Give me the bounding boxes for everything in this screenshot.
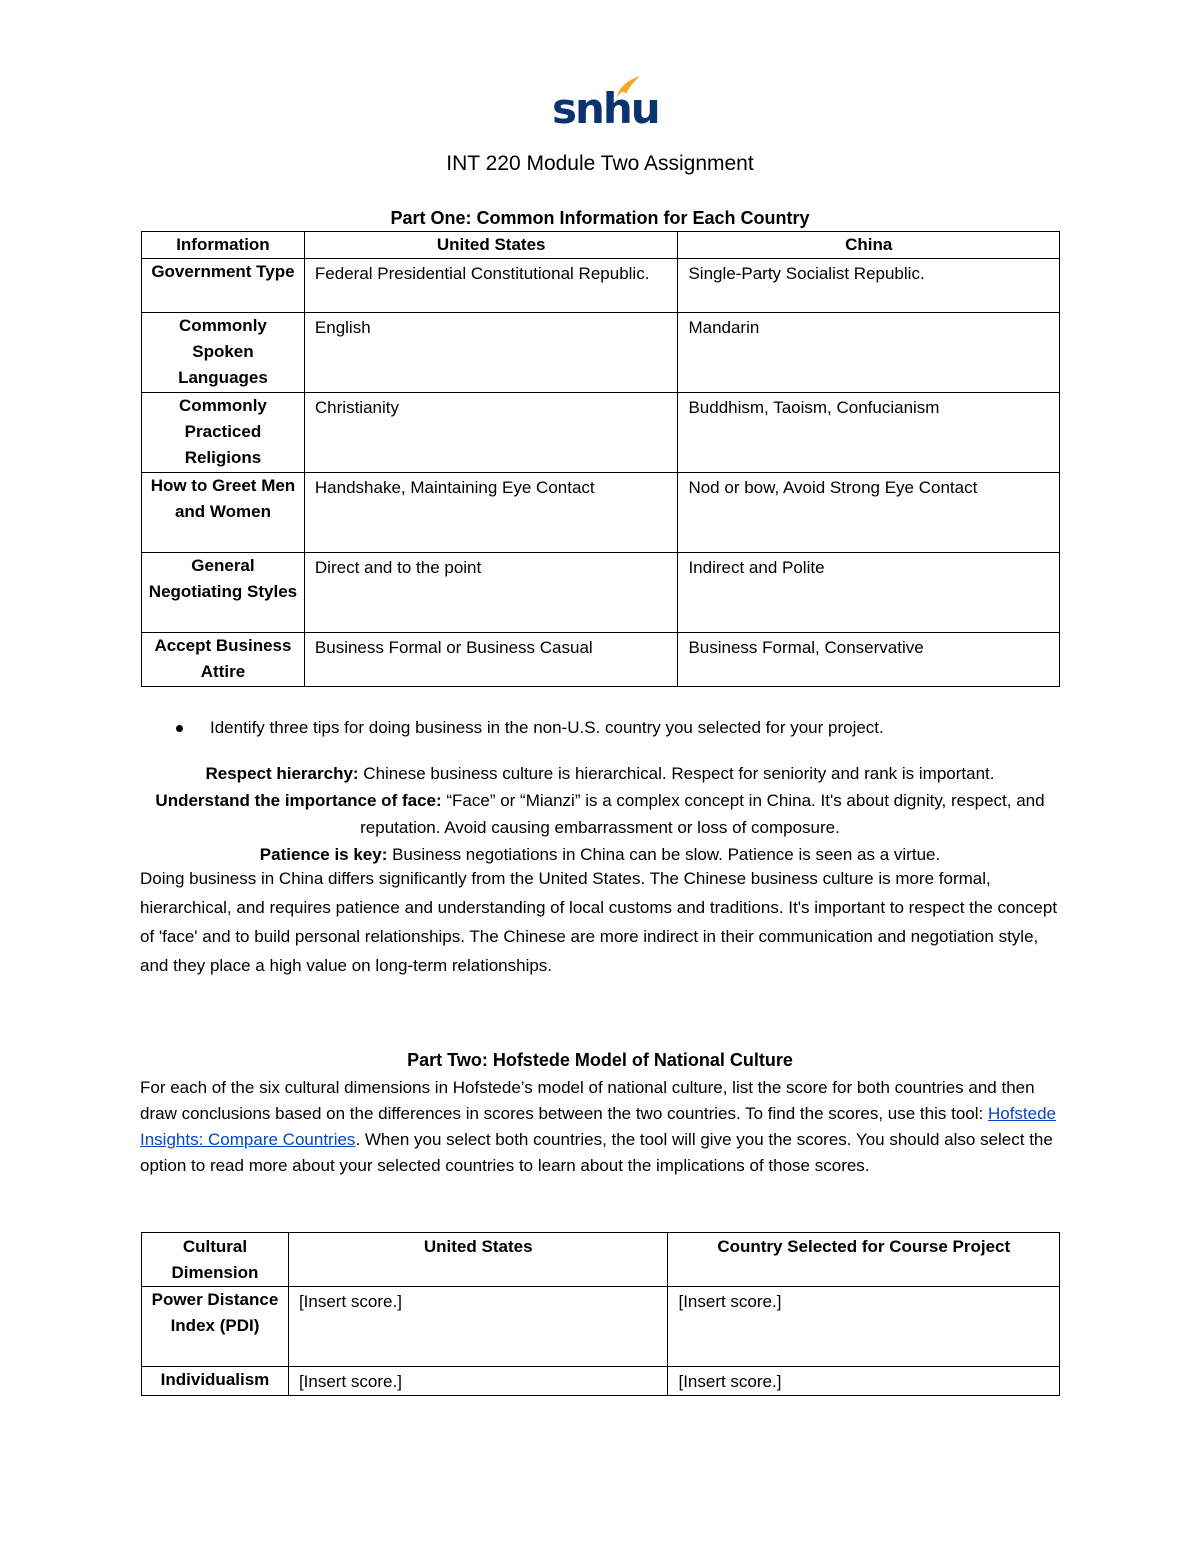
us-value: Business Formal or Business Casual: [304, 633, 678, 687]
china-value: Mandarin: [678, 313, 1060, 393]
tip-item: [140, 787, 1060, 841]
header-information: Information: [142, 232, 305, 259]
snhu-logo: [552, 72, 659, 134]
intro-text-end: . When you select both countries, the tool will give you the scores. You should also select the option to read more about your selected countries to learn about the implications of those scores.: [140, 1130, 1053, 1175]
row-label: Commonly Spoken Languages: [142, 313, 305, 393]
flame-icon: [612, 72, 642, 102]
header-united-states: United States: [288, 1233, 668, 1287]
china-value: Indirect and Polite: [678, 553, 1060, 633]
part-two-intro: [140, 1075, 1065, 1179]
selected-score-field[interactable]: [Insert score.]: [668, 1287, 1060, 1367]
row-label: Commonly Practiced Religions: [142, 393, 305, 473]
intro-text: For each of the six cultural dimensions in Hofstede’s model of national culture, list the score for both countries and then draw conclusions based on the differences in scores between the two countries. To find the scores, use this tool:: [140, 1078, 1035, 1123]
hofstede-link[interactable]: Hofstede Insights: Compare Countries: [140, 1104, 1057, 1149]
us-value: Federal Presidential Constitutional Republic.: [304, 259, 678, 313]
table-row: [142, 313, 1060, 393]
us-score-field[interactable]: [Insert score.]: [288, 1287, 668, 1367]
tip-heading: Respect hierarchy:: [205, 764, 359, 783]
row-label: Power Distance Index (PDI): [142, 1287, 289, 1367]
row-label: General Negotiating Styles: [142, 553, 305, 633]
selected-score-field[interactable]: [Insert score.]: [668, 1367, 1060, 1396]
part-one-heading: Part One: Common Information for Each Country: [390, 208, 810, 228]
china-value: Buddhism, Taoism, Confucianism: [678, 393, 1060, 473]
header-united-states: United States: [304, 232, 678, 259]
us-value: Christianity: [304, 393, 678, 473]
table-row: [142, 1287, 1060, 1367]
row-label: Accept Business Attire: [142, 633, 305, 687]
row-label: Government Type: [142, 259, 305, 313]
bullet-text: Identify three tips for doing business in the non-U.S. country you selected for your project.: [210, 718, 884, 737]
table-row: [142, 553, 1060, 633]
logo-wordmark: snhu: [552, 84, 659, 133]
table-row: [142, 473, 1060, 553]
tip-text: Chinese business culture is hierarchical. Respect for seniority and rank is important.: [358, 764, 995, 783]
tip-item: [140, 760, 1060, 787]
bullet-icon: [176, 725, 183, 732]
table-row: [142, 393, 1060, 473]
header-china: China: [678, 232, 1060, 259]
us-value: Direct and to the point: [304, 553, 678, 633]
row-label: How to Greet Men and Women: [142, 473, 305, 553]
china-value: Business Formal, Conservative: [678, 633, 1060, 687]
tip-heading: Patience is key:: [259, 845, 388, 864]
china-value: Nod or bow, Avoid Strong Eye Contact: [678, 473, 1060, 553]
part-two-heading: Part Two: Hofstede Model of National Culture: [407, 1050, 793, 1070]
summary-paragraph: Doing business in China differs significantly from the United States. The Chinese business culture is more formal, hierarchical, and requires patience and understanding of local customs and traditions. It's important to respect the concept of 'face' and to build personal relationships. The Chinese are more indirect in their communication and negotiation style, and they place a high value on long-term relationships.: [140, 869, 1058, 975]
country-info-table: [141, 231, 1060, 687]
tip-text: “Face” or “Mianzi” is a complex concept in China. It's about dignity, respect, and reputation. Avoid causing embarrassment or loss of composure.: [360, 791, 1045, 837]
header-cultural-dimension: Cultural Dimension: [142, 1233, 289, 1287]
us-value: English: [304, 313, 678, 393]
us-value: Handshake, Maintaining Eye Contact: [304, 473, 678, 553]
business-tips: [140, 760, 1060, 868]
table-row: [142, 259, 1060, 313]
row-label: Individualism: [142, 1367, 289, 1396]
hofstede-table: [141, 1232, 1060, 1396]
tip-heading: Understand the importance of face:: [155, 791, 442, 810]
document-title: INT 220 Module Two Assignment: [446, 152, 754, 175]
china-value: Single-Party Socialist Republic.: [678, 259, 1060, 313]
table-row: [142, 1367, 1060, 1396]
table-row: [142, 633, 1060, 687]
header-selected-country: Country Selected for Course Project: [668, 1233, 1060, 1287]
us-score-field[interactable]: [Insert score.]: [288, 1367, 668, 1396]
tip-text: Business negotiations in China can be slow. Patience is seen as a virtue.: [387, 845, 941, 864]
